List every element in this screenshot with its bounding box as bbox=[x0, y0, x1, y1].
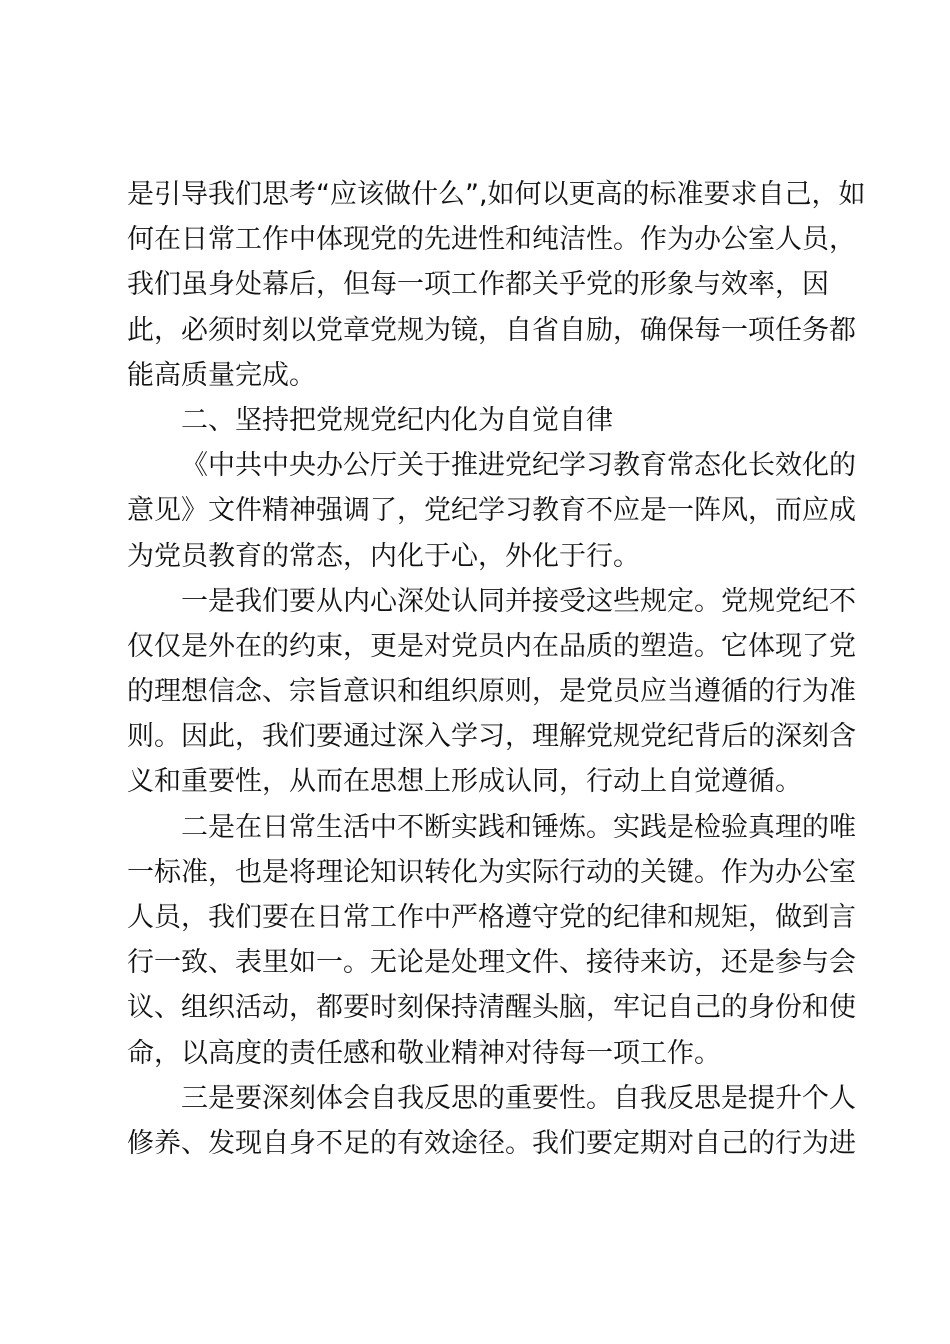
body-line: 命，以高度的责任感和敬业精神对待每一项工作。 bbox=[127, 1037, 721, 1069]
body-line: 《中共中央办公厅关于推进党纪学习教育常态化长效化的 bbox=[181, 450, 856, 482]
body-line: 议、组织活动，都要时刻保持清醒头脑，牢记自己的身份和使 bbox=[127, 992, 856, 1024]
body-line: 的理想信念、宗旨意识和组织原则，是党员应当遵循的行为准 bbox=[127, 676, 856, 708]
body-line: 何在日常工作中体现党的先进性和纯洁性。作为办公室人员， bbox=[127, 224, 856, 256]
document-body bbox=[127, 172, 866, 1166]
body-line: 一是我们要从内心深处认同并接受这些规定。党规党纪不 bbox=[181, 585, 856, 617]
body-line: 三是要深刻体会自我反思的重要性。自我反思是提升个人 bbox=[181, 1082, 856, 1114]
body-line: 则。因此，我们要通过深入学习，理解党规党纪背后的深刻含 bbox=[127, 721, 856, 753]
body-line: 义和重要性，从而在思想上形成认同，行动上自觉遵循。 bbox=[127, 766, 802, 798]
body-line: 此，必须时刻以党章党规为镜，自省自励，确保每一项任务都 bbox=[127, 314, 856, 346]
body-line: 我们虽身处幕后，但每一项工作都关乎党的形象与效率，因 bbox=[127, 269, 829, 301]
body-line: 为党员教育的常态，内化于心，外化于行。 bbox=[127, 540, 640, 572]
body-line: 一标准，也是将理论知识转化为实际行动的关键。作为办公室 bbox=[127, 856, 856, 888]
body-line: 二是在日常生活中不断实践和锤炼。实践是检验真理的唯 bbox=[181, 811, 856, 843]
body-line: 行一致、表里如一。无论是处理文件、接待来访，还是参与会 bbox=[127, 947, 856, 979]
body-line: 意见》文件精神强调了，党纪学习教育不应是一阵风，而应成 bbox=[127, 495, 856, 527]
body-line: 仅仅是外在的约束，更是对党员内在品质的塑造。它体现了党 bbox=[127, 630, 856, 662]
section-heading: 二、坚持把党规党纪内化为自觉自律 bbox=[181, 404, 613, 436]
body-line: 能高质量完成。 bbox=[127, 359, 316, 391]
body-line: 修养、发现自身不足的有效途径。我们要定期对自己的行为进 bbox=[127, 1127, 856, 1159]
body-line: 是引导我们思考“应该做什么”,如何以更高的标准要求自己，如 bbox=[127, 179, 866, 210]
body-line: 人员，我们要在日常工作中严格遵守党的纪律和规矩，做到言 bbox=[127, 902, 856, 933]
